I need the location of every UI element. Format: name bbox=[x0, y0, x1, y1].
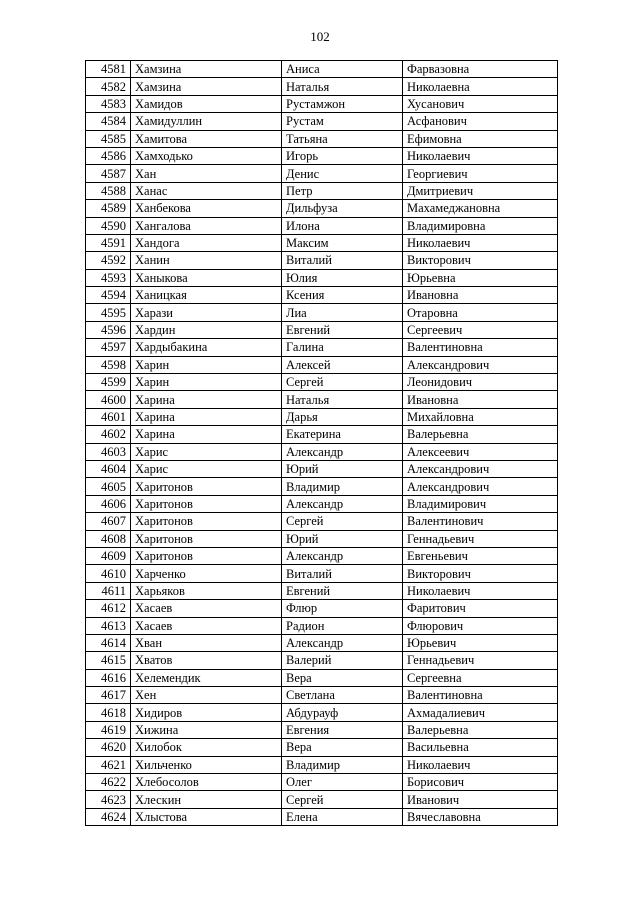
table-row bbox=[86, 408, 558, 425]
row-number-cell: 4582 bbox=[86, 78, 131, 95]
patronymic-cell: Николаевич bbox=[403, 756, 558, 773]
first-name-cell: Александр bbox=[282, 495, 403, 512]
patronymic-cell: Евгеньевич bbox=[403, 547, 558, 564]
table-row bbox=[86, 687, 558, 704]
first-name-cell: Лиа bbox=[282, 304, 403, 321]
row-number-cell: 4606 bbox=[86, 495, 131, 512]
first-name-cell: Дильфуза bbox=[282, 200, 403, 217]
patronymic-cell: Викторович bbox=[403, 565, 558, 582]
first-name-cell: Максим bbox=[282, 234, 403, 251]
row-number-cell: 4588 bbox=[86, 182, 131, 199]
row-number-cell: 4618 bbox=[86, 704, 131, 721]
row-number-cell: 4620 bbox=[86, 739, 131, 756]
table-row bbox=[86, 61, 558, 78]
table-row bbox=[86, 95, 558, 112]
last-name-cell: Харина bbox=[131, 408, 282, 425]
last-name-cell: Ханицкая bbox=[131, 287, 282, 304]
last-name-cell: Хлебосолов bbox=[131, 774, 282, 791]
table-row bbox=[86, 165, 558, 182]
last-name-cell: Харитонов bbox=[131, 513, 282, 530]
row-number-cell: 4596 bbox=[86, 321, 131, 338]
row-number-cell: 4599 bbox=[86, 374, 131, 391]
last-name-cell: Харис bbox=[131, 460, 282, 477]
first-name-cell: Виталий bbox=[282, 252, 403, 269]
table-row bbox=[86, 200, 558, 217]
last-name-cell: Хван bbox=[131, 634, 282, 651]
first-name-cell: Вера bbox=[282, 669, 403, 686]
table-row bbox=[86, 304, 558, 321]
roster-table bbox=[85, 60, 558, 826]
last-name-cell: Харитонов bbox=[131, 478, 282, 495]
first-name-cell: Флюр bbox=[282, 600, 403, 617]
table-row bbox=[86, 113, 558, 130]
patronymic-cell: Иванович bbox=[403, 791, 558, 808]
row-number-cell: 4611 bbox=[86, 582, 131, 599]
first-name-cell: Вера bbox=[282, 739, 403, 756]
row-number-cell: 4603 bbox=[86, 443, 131, 460]
table-row bbox=[86, 356, 558, 373]
first-name-cell: Сергей bbox=[282, 374, 403, 391]
table-row bbox=[86, 652, 558, 669]
table-row bbox=[86, 321, 558, 338]
table-row bbox=[86, 791, 558, 808]
patronymic-cell: Фаритович bbox=[403, 600, 558, 617]
row-number-cell: 4617 bbox=[86, 687, 131, 704]
patronymic-cell: Юрьевич bbox=[403, 634, 558, 651]
row-number-cell: 4591 bbox=[86, 234, 131, 251]
first-name-cell: Владимир bbox=[282, 756, 403, 773]
first-name-cell: Петр bbox=[282, 182, 403, 199]
patronymic-cell: Сергеевна bbox=[403, 669, 558, 686]
first-name-cell: Рустам bbox=[282, 113, 403, 130]
row-number-cell: 4604 bbox=[86, 460, 131, 477]
patronymic-cell: Александрович bbox=[403, 460, 558, 477]
first-name-cell: Виталий bbox=[282, 565, 403, 582]
first-name-cell: Рустамжон bbox=[282, 95, 403, 112]
table-row bbox=[86, 617, 558, 634]
table-row bbox=[86, 634, 558, 651]
table-row bbox=[86, 565, 558, 582]
patronymic-cell: Валентинович bbox=[403, 513, 558, 530]
first-name-cell: Олег bbox=[282, 774, 403, 791]
first-name-cell: Юрий bbox=[282, 530, 403, 547]
last-name-cell: Ханбекова bbox=[131, 200, 282, 217]
first-name-cell: Ксения bbox=[282, 287, 403, 304]
patronymic-cell: Леонидович bbox=[403, 374, 558, 391]
last-name-cell: Хан bbox=[131, 165, 282, 182]
first-name-cell: Евгения bbox=[282, 721, 403, 738]
patronymic-cell: Вячеславовна bbox=[403, 808, 558, 825]
first-name-cell: Сергей bbox=[282, 791, 403, 808]
last-name-cell: Харина bbox=[131, 426, 282, 443]
last-name-cell: Хватов bbox=[131, 652, 282, 669]
last-name-cell: Ханыкова bbox=[131, 269, 282, 286]
page-number: 102 bbox=[310, 29, 330, 44]
table-row bbox=[86, 217, 558, 234]
last-name-cell: Харченко bbox=[131, 565, 282, 582]
row-number-cell: 4594 bbox=[86, 287, 131, 304]
patronymic-cell: Ахмадалиевич bbox=[403, 704, 558, 721]
last-name-cell: Ханин bbox=[131, 252, 282, 269]
last-name-cell: Харис bbox=[131, 443, 282, 460]
table-row bbox=[86, 443, 558, 460]
table-row bbox=[86, 460, 558, 477]
last-name-cell: Хижина bbox=[131, 721, 282, 738]
last-name-cell: Хен bbox=[131, 687, 282, 704]
row-number-cell: 4614 bbox=[86, 634, 131, 651]
patronymic-cell: Ивановна bbox=[403, 287, 558, 304]
first-name-cell: Светлана bbox=[282, 687, 403, 704]
first-name-cell: Алексей bbox=[282, 356, 403, 373]
row-number-cell: 4581 bbox=[86, 61, 131, 78]
patronymic-cell: Ивановна bbox=[403, 391, 558, 408]
first-name-cell: Александр bbox=[282, 443, 403, 460]
row-number-cell: 4584 bbox=[86, 113, 131, 130]
first-name-cell: Дарья bbox=[282, 408, 403, 425]
row-number-cell: 4586 bbox=[86, 147, 131, 164]
table-row bbox=[86, 374, 558, 391]
patronymic-cell: Флюрович bbox=[403, 617, 558, 634]
row-number-cell: 4612 bbox=[86, 600, 131, 617]
row-number-cell: 4600 bbox=[86, 391, 131, 408]
last-name-cell: Харитонов bbox=[131, 495, 282, 512]
last-name-cell: Хамзина bbox=[131, 61, 282, 78]
row-number-cell: 4619 bbox=[86, 721, 131, 738]
table-row bbox=[86, 513, 558, 530]
patronymic-cell: Александрович bbox=[403, 478, 558, 495]
row-number-cell: 4623 bbox=[86, 791, 131, 808]
patronymic-cell: Геннадьевич bbox=[403, 652, 558, 669]
first-name-cell: Валерий bbox=[282, 652, 403, 669]
last-name-cell: Хасаев bbox=[131, 600, 282, 617]
patronymic-cell: Махамеджановна bbox=[403, 200, 558, 217]
row-number-cell: 4593 bbox=[86, 269, 131, 286]
table-row bbox=[86, 478, 558, 495]
row-number-cell: 4610 bbox=[86, 565, 131, 582]
row-number-cell: 4621 bbox=[86, 756, 131, 773]
patronymic-cell: Сергеевич bbox=[403, 321, 558, 338]
patronymic-cell: Валерьевна bbox=[403, 426, 558, 443]
patronymic-cell: Георгиевич bbox=[403, 165, 558, 182]
row-number-cell: 4608 bbox=[86, 530, 131, 547]
last-name-cell: Харитонов bbox=[131, 530, 282, 547]
patronymic-cell: Алексеевич bbox=[403, 443, 558, 460]
row-number-cell: 4607 bbox=[86, 513, 131, 530]
table-row bbox=[86, 669, 558, 686]
table-row bbox=[86, 547, 558, 564]
first-name-cell: Екатерина bbox=[282, 426, 403, 443]
first-name-cell: Юлия bbox=[282, 269, 403, 286]
last-name-cell: Хлескин bbox=[131, 791, 282, 808]
last-name-cell: Хардин bbox=[131, 321, 282, 338]
patronymic-cell: Николаевич bbox=[403, 147, 558, 164]
first-name-cell: Абдурауф bbox=[282, 704, 403, 721]
patronymic-cell: Михайловна bbox=[403, 408, 558, 425]
last-name-cell: Хильченко bbox=[131, 756, 282, 773]
table-row bbox=[86, 756, 558, 773]
last-name-cell: Хидиров bbox=[131, 704, 282, 721]
first-name-cell: Евгений bbox=[282, 321, 403, 338]
table-row bbox=[86, 252, 558, 269]
last-name-cell: Хардыбакина bbox=[131, 339, 282, 356]
row-number-cell: 4615 bbox=[86, 652, 131, 669]
table-row bbox=[86, 600, 558, 617]
patronymic-cell: Отаровна bbox=[403, 304, 558, 321]
patronymic-cell: Юрьевна bbox=[403, 269, 558, 286]
last-name-cell: Хилобок bbox=[131, 739, 282, 756]
patronymic-cell: Александрович bbox=[403, 356, 558, 373]
first-name-cell: Аниса bbox=[282, 61, 403, 78]
first-name-cell: Владимир bbox=[282, 478, 403, 495]
row-number-cell: 4601 bbox=[86, 408, 131, 425]
last-name-cell: Хлыстова bbox=[131, 808, 282, 825]
patronymic-cell: Хусанович bbox=[403, 95, 558, 112]
patronymic-cell: Николаевич bbox=[403, 582, 558, 599]
patronymic-cell: Валерьевна bbox=[403, 721, 558, 738]
row-number-cell: 4587 bbox=[86, 165, 131, 182]
row-number-cell: 4598 bbox=[86, 356, 131, 373]
first-name-cell: Радион bbox=[282, 617, 403, 634]
last-name-cell: Харин bbox=[131, 356, 282, 373]
row-number-cell: 4624 bbox=[86, 808, 131, 825]
last-name-cell: Харитонов bbox=[131, 547, 282, 564]
patronymic-cell: Викторович bbox=[403, 252, 558, 269]
table-row bbox=[86, 530, 558, 547]
patronymic-cell: Асфанович bbox=[403, 113, 558, 130]
last-name-cell: Харина bbox=[131, 391, 282, 408]
last-name-cell: Ханас bbox=[131, 182, 282, 199]
first-name-cell: Юрий bbox=[282, 460, 403, 477]
row-number-cell: 4590 bbox=[86, 217, 131, 234]
first-name-cell: Александр bbox=[282, 634, 403, 651]
last-name-cell: Харин bbox=[131, 374, 282, 391]
row-number-cell: 4602 bbox=[86, 426, 131, 443]
last-name-cell: Хелемендик bbox=[131, 669, 282, 686]
first-name-cell: Сергей bbox=[282, 513, 403, 530]
last-name-cell: Хамходько bbox=[131, 147, 282, 164]
row-number-cell: 4616 bbox=[86, 669, 131, 686]
last-name-cell: Хасаев bbox=[131, 617, 282, 634]
patronymic-cell: Дмитриевич bbox=[403, 182, 558, 199]
first-name-cell: Наталья bbox=[282, 391, 403, 408]
table-row bbox=[86, 808, 558, 825]
last-name-cell: Хамзина bbox=[131, 78, 282, 95]
table-row bbox=[86, 739, 558, 756]
row-number-cell: 4622 bbox=[86, 774, 131, 791]
first-name-cell: Денис bbox=[282, 165, 403, 182]
first-name-cell: Галина bbox=[282, 339, 403, 356]
patronymic-cell: Владимировна bbox=[403, 217, 558, 234]
row-number-cell: 4589 bbox=[86, 200, 131, 217]
table-row bbox=[86, 78, 558, 95]
patronymic-cell: Владимирович bbox=[403, 495, 558, 512]
last-name-cell: Харьяков bbox=[131, 582, 282, 599]
last-name-cell: Хамитова bbox=[131, 130, 282, 147]
row-number-cell: 4595 bbox=[86, 304, 131, 321]
first-name-cell: Александр bbox=[282, 547, 403, 564]
table-row bbox=[86, 339, 558, 356]
table-row bbox=[86, 182, 558, 199]
patronymic-cell: Васильевна bbox=[403, 739, 558, 756]
patronymic-cell: Ефимовна bbox=[403, 130, 558, 147]
table-row bbox=[86, 130, 558, 147]
patronymic-cell: Геннадьевич bbox=[403, 530, 558, 547]
first-name-cell: Игорь bbox=[282, 147, 403, 164]
patronymic-cell: Валентиновна bbox=[403, 339, 558, 356]
last-name-cell: Хамидов bbox=[131, 95, 282, 112]
table-row bbox=[86, 582, 558, 599]
table-row bbox=[86, 287, 558, 304]
row-number-cell: 4585 bbox=[86, 130, 131, 147]
row-number-cell: 4592 bbox=[86, 252, 131, 269]
table-row bbox=[86, 495, 558, 512]
roster-table-body bbox=[86, 61, 558, 826]
row-number-cell: 4583 bbox=[86, 95, 131, 112]
last-name-cell: Хангалова bbox=[131, 217, 282, 234]
last-name-cell: Харази bbox=[131, 304, 282, 321]
first-name-cell: Наталья bbox=[282, 78, 403, 95]
last-name-cell: Хамидуллин bbox=[131, 113, 282, 130]
patronymic-cell: Николаевна bbox=[403, 78, 558, 95]
first-name-cell: Татьяна bbox=[282, 130, 403, 147]
row-number-cell: 4605 bbox=[86, 478, 131, 495]
table-row bbox=[86, 269, 558, 286]
patronymic-cell: Фарвазовна bbox=[403, 61, 558, 78]
row-number-cell: 4597 bbox=[86, 339, 131, 356]
patronymic-cell: Борисович bbox=[403, 774, 558, 791]
table-row bbox=[86, 234, 558, 251]
first-name-cell: Евгений bbox=[282, 582, 403, 599]
table-row bbox=[86, 391, 558, 408]
last-name-cell: Хандога bbox=[131, 234, 282, 251]
patronymic-cell: Николаевич bbox=[403, 234, 558, 251]
first-name-cell: Елена bbox=[282, 808, 403, 825]
table-row bbox=[86, 721, 558, 738]
row-number-cell: 4609 bbox=[86, 547, 131, 564]
first-name-cell: Илона bbox=[282, 217, 403, 234]
table-row bbox=[86, 774, 558, 791]
table-row bbox=[86, 704, 558, 721]
patronymic-cell: Валентиновна bbox=[403, 687, 558, 704]
row-number-cell: 4613 bbox=[86, 617, 131, 634]
table-row bbox=[86, 426, 558, 443]
table-row bbox=[86, 147, 558, 164]
